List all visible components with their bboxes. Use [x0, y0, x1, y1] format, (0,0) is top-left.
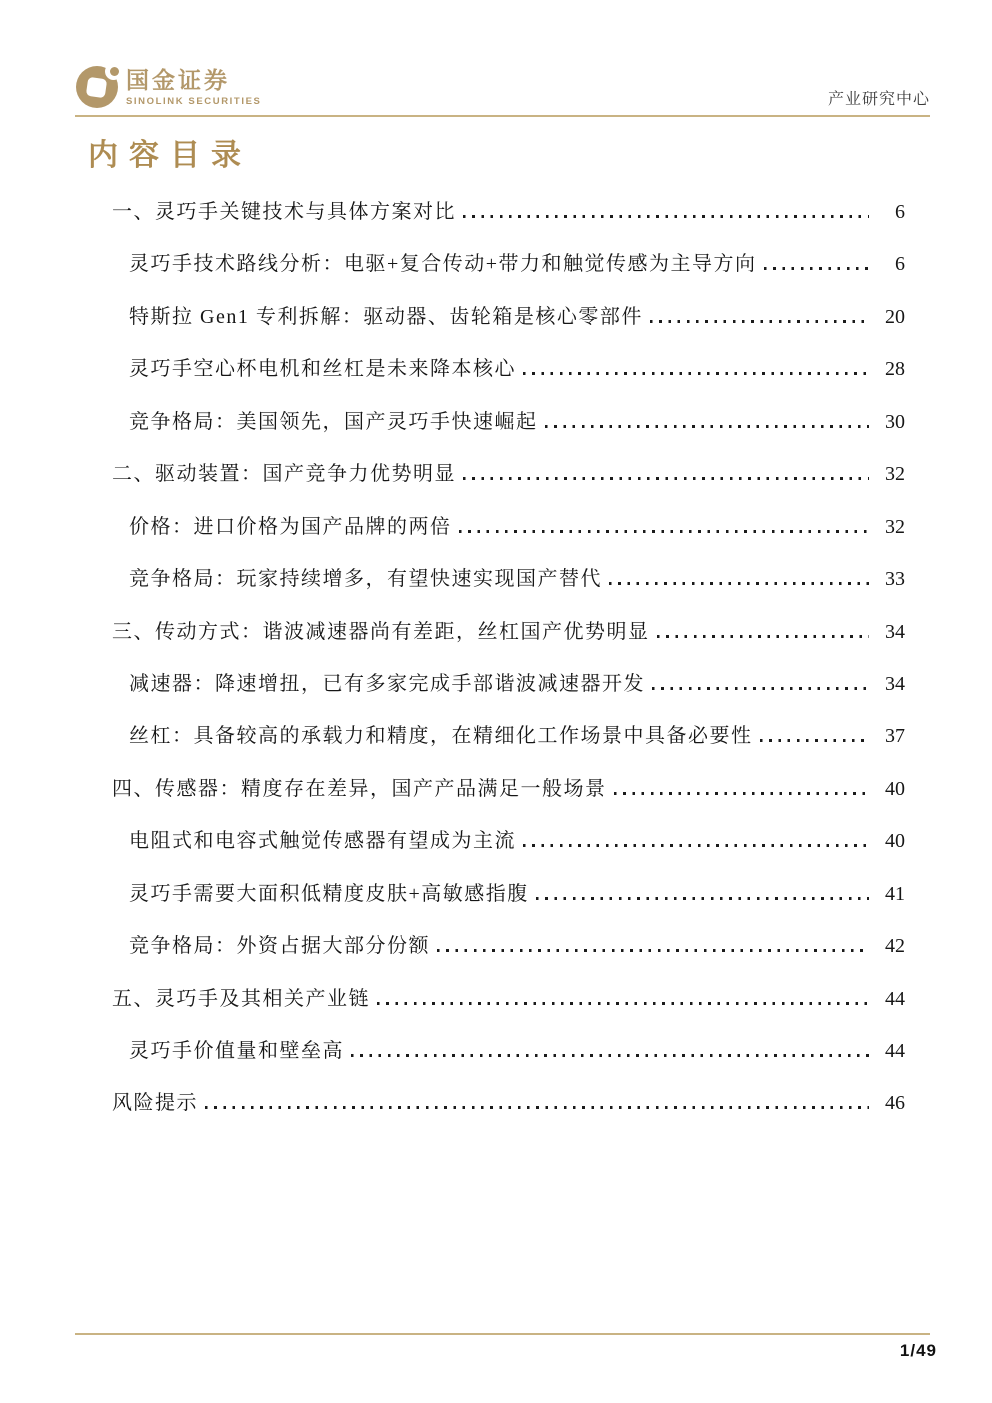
toc-entry-page: 40 — [885, 830, 905, 853]
toc-entry-title: 灵巧手价值量和壁垒高 — [129, 1040, 344, 1062]
sinolink-logo — [76, 66, 261, 108]
toc-heading: 内容目录 — [88, 139, 252, 172]
toc-entry-title: 五、灵巧手及其相关产业链 — [112, 987, 370, 1010]
toc-entry[interactable] — [112, 343, 905, 395]
toc-dot-leader — [523, 372, 869, 375]
toc-dot-leader — [459, 530, 870, 533]
toc-entry-page: 42 — [885, 935, 905, 958]
toc-dot-leader — [437, 949, 869, 952]
toc-dot-leader — [205, 1106, 869, 1109]
toc-dot-leader — [463, 477, 869, 480]
toc-entry-title: 灵巧手需要大面积低精度皮肤+高敏感指腹 — [129, 882, 529, 905]
toc-entry-page: 34 — [885, 620, 905, 643]
toc-entry-title: 风险提示 — [112, 1092, 198, 1115]
header-divider — [75, 115, 930, 117]
toc-entry-title: 价格：进口价格为国产品牌的两倍 — [129, 515, 452, 538]
toc-entry-page: 44 — [885, 1040, 905, 1062]
toc-entry-page: 33 — [885, 568, 905, 591]
toc-entry[interactable] — [112, 606, 905, 658]
toc-dot-leader — [657, 635, 870, 638]
toc-dot-leader — [650, 320, 869, 323]
toc-dot-leader — [614, 792, 870, 795]
toc-entry-page: 34 — [885, 672, 905, 695]
toc-entry-page: 46 — [885, 1092, 905, 1115]
toc-dot-leader — [609, 582, 869, 585]
toc-entry[interactable] — [112, 1077, 905, 1129]
toc-entry-title: 四、传感器：精度存在差异，国产产品满足一般场景 — [112, 777, 607, 800]
toc-entry[interactable] — [112, 920, 905, 972]
department-label: 产业研究中心 — [827, 91, 930, 108]
toc-entry-title: 灵巧手空心杯电机和丝杠是未来降本核心 — [129, 358, 516, 381]
toc-dot-leader — [377, 1002, 869, 1005]
toc-entry-title: 丝杠：具备较高的承载力和精度，在精细化工作场景中具备必要性 — [129, 725, 753, 748]
toc-dot-leader — [652, 687, 869, 690]
toc-entry-page: 28 — [885, 358, 905, 381]
toc-entry-title: 竞争格局：美国领先，国产灵巧手快速崛起 — [129, 410, 538, 433]
toc-entry-title: 特斯拉 Gen1 专利拆解：驱动器、齿轮箱是核心零部件 — [129, 305, 643, 328]
toc-dot-leader — [545, 425, 870, 428]
brand-name-en: SINOLINK SECURITIES — [126, 96, 262, 108]
toc-entry[interactable] — [112, 1025, 905, 1077]
toc-dot-leader — [536, 897, 869, 900]
toc-entry-title: 电阻式和电容式触觉传感器有望成为主流 — [129, 830, 516, 853]
toc-entry-page: 6 — [895, 201, 905, 223]
toc-entry-page: 6 — [895, 253, 905, 276]
toc-entry-page: 20 — [885, 305, 905, 328]
toc-entry-page: 40 — [885, 777, 905, 800]
toc-entry-title: 竞争格局：外资占据大部分份额 — [129, 935, 430, 958]
toc-entry-title: 竞争格局：玩家持续增多，有望快速实现国产替代 — [129, 568, 602, 591]
toc-entry[interactable] — [112, 658, 905, 710]
toc-entry[interactable] — [112, 448, 905, 500]
logo-dot-shape — [110, 67, 119, 76]
toc-entry-page: 41 — [885, 882, 905, 905]
toc-entry[interactable] — [112, 763, 905, 815]
toc-entry[interactable] — [112, 868, 905, 920]
toc-dot-leader — [463, 215, 869, 218]
toc-entry[interactable] — [112, 710, 905, 762]
toc-dot-leader — [351, 1054, 869, 1057]
toc-entry-page: 32 — [885, 515, 905, 538]
toc-entry-page: 32 — [885, 463, 905, 486]
toc-entry[interactable] — [112, 815, 905, 867]
toc-dot-leader — [764, 267, 869, 270]
toc-entry[interactable] — [112, 501, 905, 553]
toc-entry-page: 44 — [885, 987, 905, 1010]
brand-name-cn: 国金证券 — [126, 67, 230, 93]
logo-text — [126, 66, 261, 107]
logo-square-shape — [86, 77, 107, 98]
footer-divider — [75, 1333, 930, 1335]
toc-entry[interactable] — [112, 238, 905, 290]
toc-entry[interactable] — [112, 186, 905, 238]
toc-entry-page: 37 — [885, 725, 905, 748]
toc-entry-title: 二、驱动装置：国产竞争力优势明显 — [112, 463, 456, 486]
toc-entry[interactable] — [112, 553, 905, 605]
sinolink-logo-icon — [76, 66, 118, 108]
toc-entry[interactable] — [112, 291, 905, 343]
toc-dot-leader — [760, 739, 870, 742]
toc-entry[interactable] — [112, 973, 905, 1025]
table-of-contents — [112, 186, 905, 1130]
toc-entry-title: 一、灵巧手关键技术与具体方案对比 — [112, 201, 456, 223]
toc-entry-page: 30 — [885, 410, 905, 433]
toc-entry-title: 灵巧手技术路线分析：电驱+复合传动+带力和触觉传感为主导方向 — [129, 253, 757, 276]
toc-dot-leader — [523, 844, 869, 847]
toc-entry-title: 减速器：降速增扭，已有多家完成手部谐波减速器开发 — [129, 672, 645, 695]
page-number-indicator: 1/49 — [899, 1341, 937, 1360]
toc-entry-title: 三、传动方式：谐波减速器尚有差距，丝杠国产优势明显 — [112, 620, 650, 643]
toc-entry[interactable] — [112, 396, 905, 448]
